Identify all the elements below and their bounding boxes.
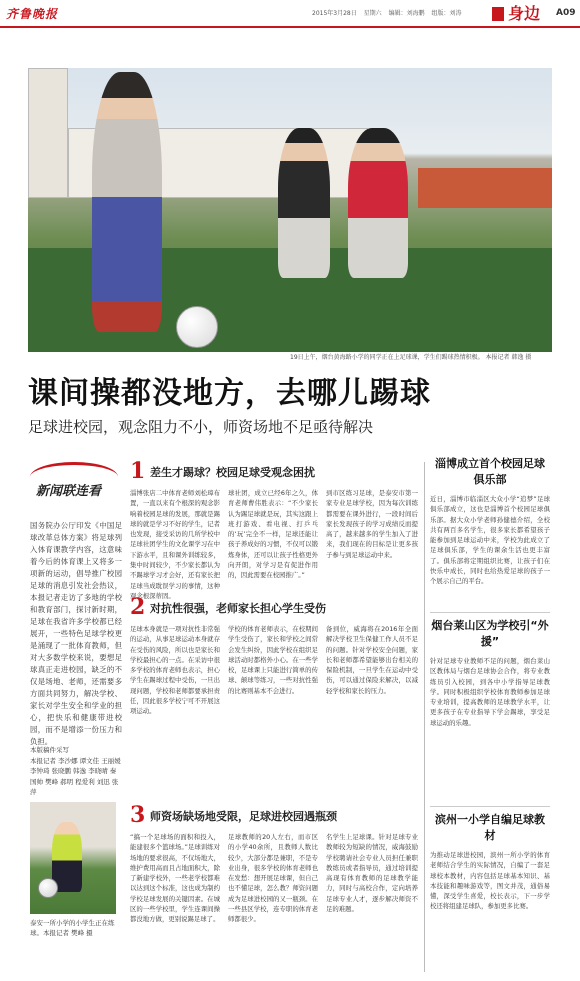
sidebar-title: 烟台莱山区为学校引“外援” (431, 619, 549, 648)
section-2-col-2: 学校的体育老师表示，在校期间学生受伤了，家长和学校之间常会发生纠纷，因此学校在组织足球活动时都格外小心。在一些学校，足球课上只能进行简单的传球、颠球等练习，一些对抗性强的比赛则基本不会进行。 (228, 625, 318, 695)
page-header (0, 0, 580, 26)
staff-list: 本报记者 李沙娜 谭文佳 王丽媛 李钟琦 张晓鹏 韩逸 李晓晴 秦国帅 樊峰 郝明 程爱利 刘迅 张萍 (30, 756, 121, 796)
section-3-header (130, 804, 420, 826)
section-number: 1 (130, 458, 146, 484)
boy-kicking-figure (92, 72, 162, 332)
section-2-col-1: 足球本身就是一项对抗性非常强的运动，从事足球运动本身就存在受伤的风险，所以也是家长和学校最担心的一点。在采访中很多学校的体育老师也表示，担心学生在踢球过程中受伤，一旦出现问题，学校和老师都要承担责任，因此很多学校宁可不开展这项运动。 (130, 625, 220, 716)
sidebar-story-binzhou (430, 812, 550, 974)
issue-weekday: 星期六 (363, 10, 382, 17)
page-number: A09 (556, 8, 576, 18)
staff-title: 本版稿件采写 (30, 746, 69, 754)
sidebar-story-laishan (430, 618, 550, 804)
editor-credit: 编辑：刘海鹏 (388, 10, 425, 17)
section-number: 3 (130, 802, 146, 828)
section-name: 身边 (508, 4, 541, 23)
section-3-col-3: 名学生上足球课。针对足球专业教师较为短缺的情况，威海鼓励学校聘请社会专业人员担任兼职教练员或者指导员，通过培训提高现有体育教师的足球教学能力，同时与高校合作，定向培养足球专业人才，逐步解决师资不足的难题。 (326, 833, 418, 914)
staff-credits (30, 745, 122, 798)
boy-running-figure (278, 128, 330, 278)
section-1-col-3: 到市区练习足球，是泰安市第一家专业足球学校，因为每次训练都需要在课外进行，一段时间后家长发现孩子的学习成绩反而提高了，越来越多的学生加入了进来，我们现在的目标是让更多孩子参与到足球运动中来。 (326, 489, 418, 559)
section-number: 2 (130, 594, 146, 620)
header-rule (0, 26, 580, 28)
section-1-col-1: 淄博张店二中体育老师刘松璋布置，一直以来有个根深的观念影响着校园足球的发展，那就是踢球的就是学习不好的学生，记者也发现，接受采访的几所学校中足球社团学生的文化课学习在中下游水平，且和课外训练较多，集中时间较少，不少家长都认为不踢球学习才会好，还有家长把足球当成耽误学习的事情，这种观念根深蒂固。 (130, 489, 220, 600)
section-2-header (130, 596, 420, 618)
section-title: 对抗性很强，老师家长担心学生受伤 (150, 602, 326, 615)
sidebar-story-zibo (430, 456, 550, 612)
sidebar-body: 为推动足球进校园，滨州一所小学的体育老师结合学生的实际情况，自编了一套足球校本教材，内容包括足球基本知识、基本技能和趣味游戏等，图文并茂，通俗易懂，深受学生喜爱，校长表示，下一步学校还将组建足球队，参加更多比赛。 (430, 851, 550, 911)
subheadline: 足球进校园，观念阻力不小，师资场地不足亟待解决 (28, 418, 374, 436)
section-title: 差生才踢球？校园足球受观念困扰 (150, 466, 315, 479)
hero-photo (28, 68, 552, 352)
section-3-col-1: “搞一个足球场的面积和投入，能建很多个篮球场。”足球训练对场地的要求很高，不仅场地大，维护费用高而且占地面积大，除了新建学校外，一些老学校都难以达到这个标准，这也成为制约学校足球发展的关键因素。在城区的一些学校里，学生连课间操都没地方做，更别说踢足球了。 (130, 833, 220, 924)
soccer-ball (176, 306, 218, 348)
sidebar-title: 淄博成立首个校园足球俱乐部 (435, 457, 545, 486)
intro-paragraph: 国务院办公厅印发《中国足球改革总体方案》将足球列入体育课教学内容，这意味着今后的体育课上又将多一项新的运动，倡导推广校园足球的消息引发社会热议，本报记者走访了多地的学校和教育部门，探讨新时期，足球在我省许多学校都已经展开，一些特色足球学校更是涌现了一批体育教师，但对大多数学校来说，要想足球真正走进校园，缺乏的不仅是场地、老师，还需要多方面共同努力，解决学校、家长对学生安全和学业的担心，把快乐和健康带进校园，而不是增添一份压力和负担。 (30, 521, 122, 746)
sidebar-title: 滨州一小学自编足球教材 (435, 813, 545, 842)
section-marker (492, 7, 504, 21)
header-meta (312, 8, 467, 17)
section-title: 师资场缺场地受限，足球进校园遇瓶颈 (150, 810, 337, 823)
inset-caption: 泰安一所小学的小学生正在练球。本报记者 樊峰 摄 (30, 919, 115, 937)
section-1-header (130, 460, 420, 482)
boy-red-jacket-figure (348, 128, 408, 278)
column-logo (30, 462, 122, 512)
inset-photo (30, 802, 116, 914)
sidebar-body: 针对足球专业教师不足的问题，烟台莱山区教体局与烟台足球协会合作，将专业教练员引入校园，到各中小学指导足球教学。同时积极组织学校体育教师参加足球专业培训，提高教师的足球教学水平，让更多孩子在专业指导下学会踢球，享受足球运动的乐趣。 (430, 657, 550, 727)
sidebar-divider (424, 462, 425, 972)
section-2-col-3: 备到位，威海将在2016年全面解决学校卫生保健工作人员不足的问题。针对学校安全问题，家长和老师都希望能够出台相关的保险机制，一旦学生在运动中受伤，可以通过保险来解决，以减轻学校和家长的压力。 (326, 625, 418, 695)
designer-credit: 组版：刘涛 (431, 10, 462, 17)
section-1-col-2: 球社团，成立已经6年之久，体育老师曹伟胜表示：“不少家长认为踢足球就是玩，其实这跟上班打游戏、看电视、打乒乓的‘玩’完全不一样，足球还能让孩子养成好的习惯，不仅可以锻炼身体，还可以让孩子性格更外向开朗，对学习是有促进作用的，因此需要在校园推广。” (228, 489, 318, 580)
logo-text: 新闻联连看 (36, 484, 102, 499)
boy-with-ball-figure (52, 822, 82, 892)
apartment-building (28, 68, 68, 198)
sidebar-body: 近日，淄博市临淄区大众小学“追梦”足球俱乐部成立，这也是淄博首个校园足球俱乐部。据大众小学老师孙健德介绍，全校共有两百多名学生，很多家长都希望孩子能参加到足球运动中来，学校为此成立了足球俱乐部，学生的课余生活也更丰富了。俱乐部将定期组织比赛，让孩子们在快乐中成长，同时也给热爱足球的孩子一个展示自己的平台。 (430, 495, 550, 586)
masthead: 齐鲁晚报 (6, 7, 59, 21)
hero-caption: 19日上午，烟台黄海路小学的同学正在上足球课，学生们踢球热情积极。 本报记者 韩逸 摄 (290, 354, 532, 361)
soccer-ball-small (38, 878, 58, 898)
sidebar-rule (430, 806, 550, 807)
sidebar-rule (430, 612, 550, 613)
headline: 课间操都没地方，去哪儿踢球 (28, 376, 431, 411)
section-3-col-2: 足球教师的20人左右，而市区的小学40余所，且教师人数比较少，大部分都是兼职，不是专业出身，很多学校的体育老师也在发愁：想开展足球课，但自己也不懂足球，怎么教？师资问题成为足球进校园的又一瓶颈。在一些县区学校，连专职的体育老师都很少。 (228, 833, 318, 924)
issue-date: 2015年3月28日 (312, 10, 357, 17)
red-pavilion (418, 168, 552, 208)
